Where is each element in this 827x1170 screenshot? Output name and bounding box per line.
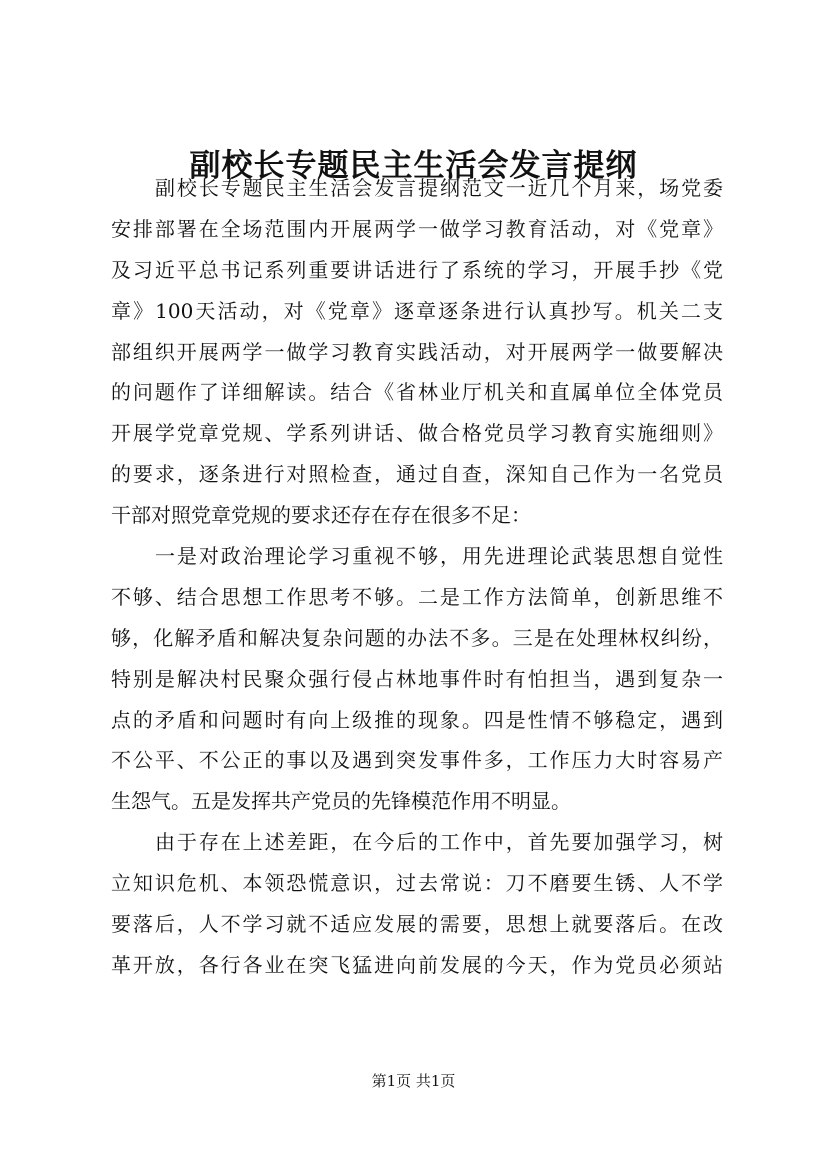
text-line: 特别是解决村民聚众强行侵占林地事件时有怕担当，遇到复杂一: [111, 666, 723, 691]
text-line: 部组织开展两学一做学习教育实践活动，对开展两学一做要解决: [111, 339, 723, 364]
document-body: [111, 168, 723, 986]
text-line: 安排部署在全场范围内开展两学一做学习教育活动，对《党章》: [111, 216, 723, 241]
text-line: 的问题作了详细解读。结合《省林业厅机关和直属单位全体党员: [111, 380, 723, 405]
document-title: 副校长专题民主生活会发言提纲: [189, 148, 638, 184]
text-line: 章》100天活动，对《党章》逐章逐条进行认真抄写。机关二支: [111, 298, 723, 323]
text-line: 不够、结合思想工作思考不够。二是工作方法简单，创新思维不: [111, 584, 723, 609]
text-line: 副校长专题民主生活会发言提纲范文一近几个月来，场党委: [155, 176, 723, 200]
text-line: 及习近平总书记系列重要讲话进行了系统的学习，开展手抄《党: [111, 257, 723, 282]
text-line: 立知识危机、本领恐慌意识，过去常说：刀不磨要生锈、人不学: [111, 871, 723, 896]
text-line: 开展学党章党规、学系列讲话、做合格党员学习教育实施细则》: [111, 421, 723, 446]
text-line: 的要求，逐条进行对照检查，通过自查，深知自己作为一名党员: [111, 462, 723, 487]
page-footer: 第1页 共1页: [371, 1072, 456, 1090]
text-line: 要落后，人不学习就不适应发展的需要，思想上就要落后。在改: [111, 912, 723, 937]
paragraph: [111, 822, 723, 986]
paragraph: [111, 168, 723, 536]
text-line: 干部对照党章党规的要求还存在存在很多不足：: [111, 503, 531, 528]
text-line: 不公平、不公正的事以及遇到突发事件多，工作压力大时容易产: [111, 748, 723, 773]
text-line: 生怨气。五是发挥共产党员的先锋模范作用不明显。: [111, 789, 571, 814]
paragraph: [111, 536, 723, 822]
text-line: 够，化解矛盾和解决复杂问题的办法不多。三是在处理林权纠纷，: [111, 625, 723, 650]
text-line: 一是对政治理论学习重视不够，用先进理论武装思想自觉性: [155, 544, 723, 569]
text-line: 由于存在上述差距，在今后的工作中，首先要加强学习，树: [155, 830, 723, 855]
text-line: 革开放，各行各业在突飞猛进向前发展的今天，作为党员必须站: [111, 952, 723, 977]
text-line: 点的矛盾和问题时有向上级推的现象。四是性情不够稳定，遇到: [111, 707, 723, 732]
